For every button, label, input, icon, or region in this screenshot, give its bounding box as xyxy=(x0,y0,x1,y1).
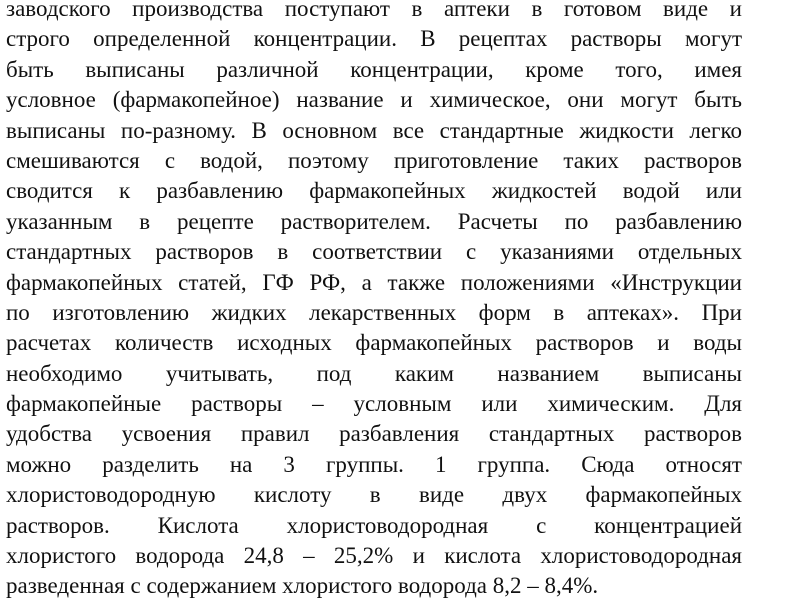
text-line: условное (фармакопейное) название и химическое, они могут быть xyxy=(6,87,742,113)
text-line: выписаны по-разному. В основном все стандартные жидкости легко xyxy=(6,117,742,143)
text-line: фармакопейные растворы – условным или химическим. Для xyxy=(6,391,742,417)
text-line: удобства усвоения правил разбавления стандартных растворов xyxy=(6,421,742,447)
text-line: по изготовлению жидких лекарственных форм в аптеках». При xyxy=(6,299,742,325)
text-line: строго определенной концентрации. В рецептах растворы могут xyxy=(6,26,742,52)
text-line: стандартных растворов в соответствии с указаниями отдельных xyxy=(6,239,742,265)
text-line: фармакопейных статей, ГФ РФ, а также положениями «Инструкции xyxy=(6,269,742,295)
text-line: быть выписаны различной концентрации, кроме того, имея xyxy=(6,56,742,82)
text-line: хлористоводородную кислоту в виде двух фармакопейных xyxy=(6,482,742,508)
text-line: расчетах количеств исходных фармакопейных растворов и воды xyxy=(6,330,742,356)
text-line: необходимо учитывать, под каким названием выписаны xyxy=(6,360,742,386)
text-line: растворов. Кислота хлористоводородная с концентрацией xyxy=(6,512,742,538)
text-line: указанным в рецепте растворителем. Расчеты по разбавлению xyxy=(6,208,742,234)
text-line: можно разделить на 3 группы. 1 группа. Сюда относят xyxy=(6,451,742,477)
text-line: разведенная с содержанием хлористого водорода 8,2 – 8,4%. xyxy=(6,573,599,599)
text-line: смешиваются с водой, поэтому приготовление таких растворов xyxy=(6,147,742,173)
text-line: сводится к разбавлению фармакопейных жидкостей водой или xyxy=(6,178,742,204)
text-line: хлористого водорода 24,8 – 25,2% и кислота хлористоводородная xyxy=(6,543,742,569)
document-page xyxy=(6,0,742,602)
text-line: заводского производства поступают в аптеки в готовом виде и xyxy=(6,0,742,21)
